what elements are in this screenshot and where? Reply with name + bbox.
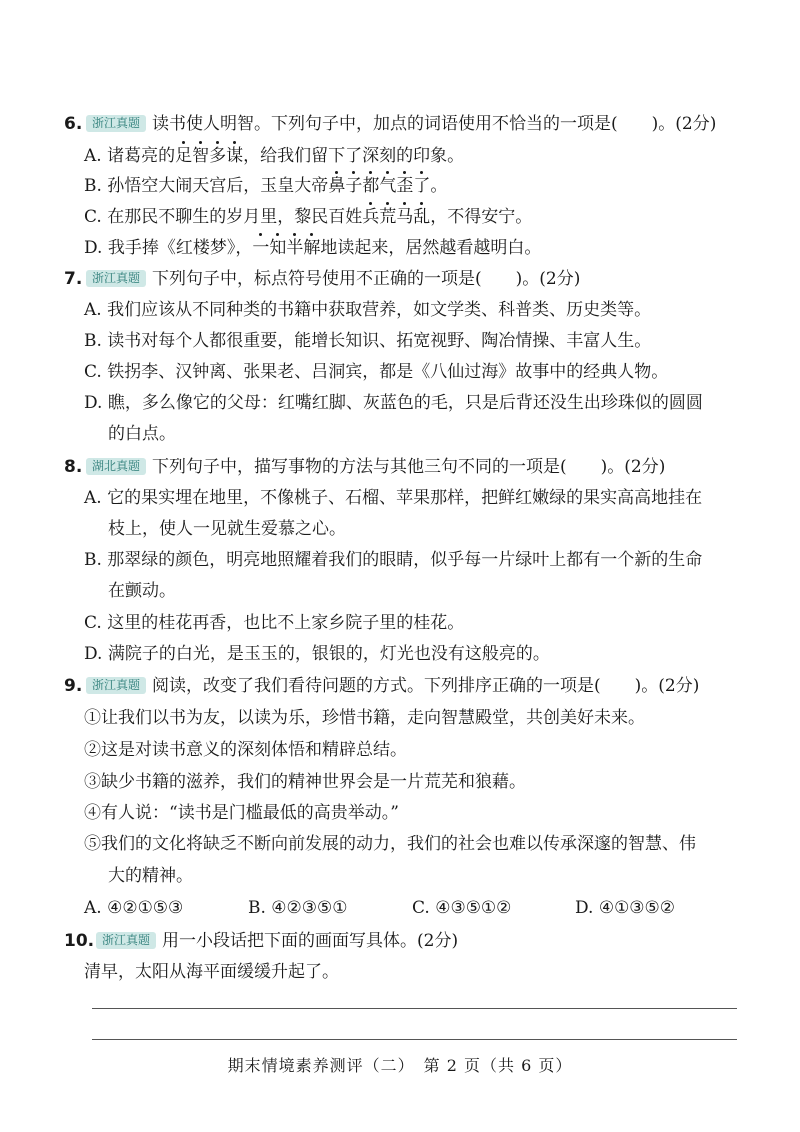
q6-number: 6. <box>64 114 83 134</box>
q6-d-text-end: 地读起来，居然越看越明白。 <box>320 238 542 258</box>
emphasis-dot-char: 解 <box>303 238 321 258</box>
q6-b-text-end: 。 <box>430 176 448 196</box>
emphasis-dot-char: 歪 <box>396 176 414 196</box>
q7-option-c[interactable]: C. 铁拐李、汉钟离、张果老、吕洞宾，都是《八仙过海》故事中的经典人物。 <box>84 362 669 382</box>
emphasis-dot-char: 一 <box>252 238 270 258</box>
emphasis-dot-char: 足 <box>175 146 193 166</box>
q9-number: 9. <box>64 676 83 696</box>
q8-option-b[interactable]: B. 那翠绿的颜色，明亮地照耀着我们的眼睛，似乎每一片绿叶上都有一个新的生命 <box>84 550 703 570</box>
q6-d-text: D. 我手捧《红楼梦》， <box>84 238 253 258</box>
q6-header <box>64 114 716 134</box>
q6-option-a[interactable] <box>84 146 464 166</box>
q8-header <box>64 457 665 477</box>
emphasis-dot-char: 鼻 <box>328 176 346 196</box>
q6-source-tag: 浙江真题 <box>86 115 146 132</box>
q7-number: 7. <box>64 269 83 289</box>
q6-stem: 读书使人明智。下列句子中，加点的词语使用不恰当的一项是( )。(2分) <box>152 114 717 134</box>
q7-option-a[interactable]: A. 我们应该从不同种类的书籍中获取营养，如文学类、科普类、历史类等。 <box>84 300 652 320</box>
q10-stem: 用一小段话把下面的画面写具体。(2分) <box>162 931 459 951</box>
emphasis-dot-char: 多 <box>209 146 227 166</box>
emphasis-dot-char: 气 <box>379 176 397 196</box>
q10-source-tag: 浙江真题 <box>96 932 156 949</box>
q7-option-b[interactable]: B. 读书对每个人都很重要，能增长知识、拓宽视野、陶冶情操、丰富人生。 <box>84 331 652 351</box>
q7-stem: 下列句子中，标点符号使用不正确的一项是( )。(2分) <box>152 269 581 289</box>
q10-number: 10. <box>64 931 95 951</box>
q8-source-tag: 湖北真题 <box>86 458 146 475</box>
emphasis-dot-char: 兵 <box>362 207 380 227</box>
q7-source-tag: 浙江真题 <box>86 270 146 287</box>
q6-option-d[interactable] <box>84 238 541 258</box>
q9-header <box>64 676 699 696</box>
page-footer: 期末情境素养测评（二） 第 2 页（共 6 页） <box>227 1056 573 1075</box>
q6-option-b[interactable] <box>84 176 447 196</box>
emphasis-dot-char: 知 <box>269 238 287 258</box>
q7-option-d-cont: 的白点。 <box>108 424 176 444</box>
q9-sentence-2: ②这是对读书意义的深刻体悟和精辟总结。 <box>84 740 407 760</box>
q9-sentence-1: ①让我们以书为友，以读为乐，珍惜书籍，走向智慧殿堂，共创美好未来。 <box>84 708 645 728</box>
emphasis-dot-char: 智 <box>192 146 210 166</box>
q8-option-a[interactable]: A. 它的果实埋在地里，不像桃子、石榴、苹果那样，把鲜红嫩绿的果实高高地挂在 <box>84 488 703 508</box>
q6-a-text-end: ，给我们留下了深刻的印象。 <box>243 146 465 166</box>
q10-header <box>64 931 458 951</box>
q6-c-text-end: ，不得安宁。 <box>430 207 533 227</box>
q6-option-c[interactable] <box>84 207 532 227</box>
q6-c-text: C. 在那民不聊生的岁月里，黎民百姓 <box>84 207 363 227</box>
q7-option-d[interactable]: D. 瞧，多么像它的父母：红嘴红脚、灰蓝色的毛，只是后背还没生出珍珠似的圆圆 <box>84 393 703 413</box>
q6-c-dotted <box>362 207 430 227</box>
q10-prompt: 清早，太阳从海平面缓缓升起了。 <box>84 962 339 982</box>
emphasis-dot-char: 乱 <box>413 207 431 227</box>
q8-option-d[interactable]: D. 满院子的白光，是玉玉的，银银的，灯光也没有这般亮的。 <box>84 644 550 664</box>
q9-choice-b[interactable]: B. ④②③⑤① <box>248 898 348 918</box>
q8-stem: 下列句子中，描写事物的方法与其他三句不同的一项是( )。(2分) <box>152 457 666 477</box>
q9-sentence-5-cont: 大的精神。 <box>108 866 193 886</box>
q9-stem: 阅读，改变了我们看待问题的方式。下列排序正确的一项是( )。(2分) <box>152 676 700 696</box>
q10-answer-line-1[interactable] <box>92 1008 737 1009</box>
q6-b-text: B. 孙悟空大闹天宫后，玉皇大帝 <box>84 176 329 196</box>
q8-option-c[interactable]: C. 这里的桂花再香，也比不上家乡院子里的桂花。 <box>84 613 465 633</box>
q6-a-dotted <box>175 146 243 166</box>
emphasis-dot-char: 马 <box>396 207 414 227</box>
q8-option-b-cont: 在颤动。 <box>108 581 176 601</box>
emphasis-dot-char: 了 <box>413 176 431 196</box>
q9-choice-d[interactable]: D. ④①③⑤② <box>575 898 676 918</box>
q9-sentence-4: ④有人说：“读书是门槛最低的高贵举动。” <box>84 803 399 823</box>
emphasis-dot-char: 都 <box>362 176 380 196</box>
emphasis-dot-char: 谋 <box>226 146 244 166</box>
q8-option-a-cont: 枝上，使人一见就生爱慕之心。 <box>108 519 346 539</box>
q8-number: 8. <box>64 457 83 477</box>
q9-sentence-5: ⑤我们的文化将缺乏不断向前发展的动力，我们的社会也难以传承深邃的智慧、伟 <box>84 834 696 854</box>
q9-source-tag: 浙江真题 <box>86 677 146 694</box>
q9-choice-a[interactable]: A. ④②①⑤③ <box>84 898 184 918</box>
q6-b-dotted <box>328 176 430 196</box>
emphasis-dot-char: 半 <box>286 238 304 258</box>
q10-answer-line-2[interactable] <box>92 1039 737 1040</box>
q9-sentence-3: ③缺少书籍的滋养，我们的精神世界会是一片荒芜和狼藉。 <box>84 772 526 792</box>
q7-header <box>64 269 580 289</box>
emphasis-dot-char: 子 <box>345 176 363 196</box>
q6-a-text: A. 诸葛亮的 <box>84 146 176 166</box>
emphasis-dot-char: 荒 <box>379 207 397 227</box>
q9-choice-c[interactable]: C. ④③⑤①② <box>412 898 512 918</box>
q6-d-dotted <box>252 238 320 258</box>
